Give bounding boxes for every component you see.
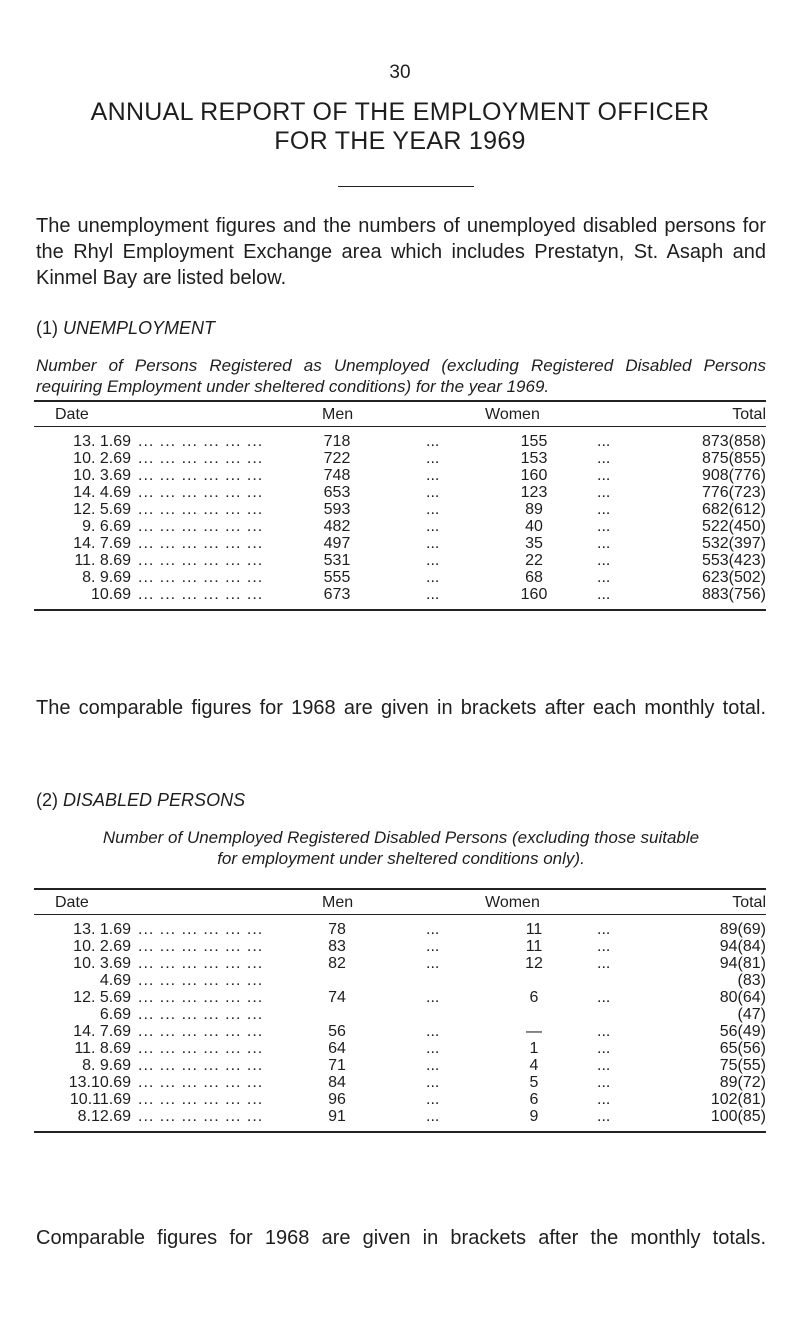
leader-dots: ... (597, 1040, 611, 1057)
table-row (34, 552, 766, 569)
column-header-total: Total (732, 406, 766, 423)
leader-dots: ... (426, 1091, 440, 1108)
column-header-men: Men (322, 406, 354, 423)
leader-dots: ... (597, 1074, 611, 1091)
cell-total: (47) (737, 1006, 766, 1023)
table-row (34, 1023, 766, 1040)
table-row (34, 1091, 766, 1108)
cell-men: 482 (323, 518, 351, 535)
leader-dots: ... (597, 586, 611, 603)
leader-dots: ... (426, 1108, 440, 1125)
table-row (34, 484, 766, 501)
leader-dots: ... (597, 1023, 611, 1040)
leader-dots: ... ... ... ... ... ... (138, 586, 264, 603)
cell-total: 873(858) (701, 433, 766, 450)
section-2-caption (36, 827, 766, 869)
cell-date: 11. 8.69 (74, 1040, 131, 1057)
cell-date: 14. 4.69 (73, 484, 131, 501)
leader-dots: ... (426, 518, 440, 535)
cell-date: 10.69 (90, 586, 131, 603)
table-row (34, 450, 766, 467)
cell-date: 6.69 (99, 1006, 131, 1023)
cell-women: 22 (525, 552, 543, 569)
cell-total: 553(423) (701, 552, 766, 569)
cell-total: 883(756) (701, 586, 766, 603)
cell-date: 4.69 (99, 972, 131, 989)
table-row (34, 467, 766, 484)
cell-women: 40 (525, 518, 543, 535)
section-2-caption-line-1: Number of Unemployed Registered Disabled Persons (excluding those suitable (102, 828, 700, 847)
section-1-note: The comparable figures for 1968 are given in brackets after each monthly total. (36, 697, 766, 719)
cell-women: 160 (520, 586, 548, 603)
leader-dots: ... (426, 938, 440, 955)
leader-dots: ... (426, 467, 440, 484)
leader-dots: ... (597, 989, 611, 1006)
table-row (34, 501, 766, 518)
cell-men: 531 (323, 552, 351, 569)
leader-dots: ... (426, 921, 440, 938)
leader-dots: ... ... ... ... ... ... (138, 1023, 264, 1040)
leader-dots: ... (597, 501, 611, 518)
table-row (34, 1040, 766, 1057)
leader-dots: ... ... ... ... ... ... (138, 972, 264, 989)
cell-women: 4 (529, 1057, 539, 1074)
cell-men: 555 (323, 569, 351, 586)
cell-men: 64 (328, 1040, 346, 1057)
leader-dots: ... (426, 484, 440, 501)
leader-dots: ... (597, 1091, 611, 1108)
cell-women: — (526, 1023, 542, 1040)
leader-dots: ... ... ... ... ... ... (138, 552, 264, 569)
section-2-note: Comparable figures for 1968 are given in brackets after the monthly totals. (36, 1227, 766, 1249)
leader-dots: ... ... ... ... ... ... (138, 484, 264, 501)
leader-dots: ... (426, 433, 440, 450)
cell-women: 160 (520, 467, 548, 484)
table-row (34, 972, 766, 989)
leader-dots: ... (426, 1057, 440, 1074)
cell-men: 748 (323, 467, 351, 484)
leader-dots: ... (597, 955, 611, 972)
table-header (34, 402, 766, 426)
leader-dots: ... (597, 467, 611, 484)
cell-men: 83 (328, 938, 346, 955)
cell-women: 11 (525, 938, 543, 955)
cell-women: 68 (525, 569, 543, 586)
table-row (34, 518, 766, 535)
leader-dots: ... ... ... ... ... ... (138, 955, 264, 972)
table-row (34, 1074, 766, 1091)
column-header-women: Women (485, 894, 540, 911)
table-bottom-rule (34, 1131, 766, 1133)
leader-dots: ... (597, 921, 611, 938)
table-row (34, 921, 766, 938)
cell-total: 102(81) (710, 1091, 766, 1108)
leader-dots: ... ... ... ... ... ... (138, 1091, 264, 1108)
cell-women: 89 (525, 501, 543, 518)
cell-total: 65(56) (719, 1040, 766, 1057)
section-1-heading (36, 318, 215, 339)
page-title (0, 98, 800, 156)
leader-dots: ... (597, 569, 611, 586)
leader-dots: ... ... ... ... ... ... (138, 1074, 264, 1091)
leader-dots: ... (426, 1023, 440, 1040)
cell-total: 776(723) (701, 484, 766, 501)
section-1-caption: Number of Persons Registered as Unemployed (excluding Registered Disabled Persons requiring Employment under sheltered conditions) for the year 1969. (36, 356, 766, 396)
leader-dots: ... (597, 535, 611, 552)
title-underline (338, 186, 474, 187)
cell-date: 13.10.69 (68, 1074, 131, 1091)
cell-women: 11 (525, 921, 543, 938)
leader-dots: ... (597, 450, 611, 467)
cell-women: 1 (529, 1040, 539, 1057)
cell-date: 13. 1.69 (73, 433, 131, 450)
cell-total: (83) (737, 972, 766, 989)
cell-date: 8. 9.69 (82, 569, 131, 586)
table-row (34, 1108, 766, 1125)
page-number: 30 (389, 62, 411, 83)
table-row (34, 433, 766, 450)
leader-dots: ... ... ... ... ... ... (138, 1006, 264, 1023)
table-header (34, 890, 766, 914)
cell-women: 6 (529, 989, 539, 1006)
table-row (34, 535, 766, 552)
cell-total: 908(776) (701, 467, 766, 484)
leader-dots: ... ... ... ... ... ... (138, 1057, 264, 1074)
column-header-date: Date (55, 894, 89, 911)
leader-dots: ... (426, 989, 440, 1006)
leader-dots: ... (426, 569, 440, 586)
column-header-date: Date (55, 406, 89, 423)
title-line-2: FOR THE YEAR 1969 (274, 127, 526, 155)
cell-men: 718 (323, 433, 351, 450)
cell-men: 497 (323, 535, 351, 552)
cell-men: 71 (328, 1057, 346, 1074)
section-1-number: (1) (36, 318, 58, 338)
cell-date: 14. 7.69 (73, 535, 131, 552)
table-row (34, 1057, 766, 1074)
cell-date: 12. 5.69 (73, 501, 131, 518)
cell-date: 10. 3.69 (73, 955, 131, 972)
cell-women: 155 (520, 433, 548, 450)
section-2-heading (36, 790, 245, 811)
cell-date: 10. 3.69 (73, 467, 131, 484)
leader-dots: ... (597, 1057, 611, 1074)
leader-dots: ... (426, 535, 440, 552)
cell-men: 96 (328, 1091, 346, 1108)
cell-men: 673 (323, 586, 351, 603)
cell-total: 94(81) (719, 955, 766, 972)
cell-date: 8. 9.69 (82, 1057, 131, 1074)
leader-dots: ... ... ... ... ... ... (138, 569, 264, 586)
intro-paragraph: The unemployment figures and the numbers of unemployed disabled persons for the Rhyl Employment Exchange area which includes Prestatyn, St. Asaph and Kinmel Bay are listed below. (36, 215, 766, 289)
leader-dots: ... ... ... ... ... ... (138, 467, 264, 484)
title-line-1: ANNUAL REPORT OF THE EMPLOYMENT OFFICER (90, 98, 710, 126)
cell-date: 10.11.69 (69, 1091, 131, 1108)
cell-women: 123 (520, 484, 548, 501)
cell-men: 56 (328, 1023, 346, 1040)
leader-dots: ... (597, 938, 611, 955)
cell-total: 94(84) (719, 938, 766, 955)
cell-date: 11. 8.69 (74, 552, 131, 569)
leader-dots: ... (426, 501, 440, 518)
cell-women: 5 (529, 1074, 539, 1091)
leader-dots: ... (426, 955, 440, 972)
leader-dots: ... (426, 552, 440, 569)
cell-total: 522(450) (701, 518, 766, 535)
table-row (34, 1006, 766, 1023)
cell-total: 89(72) (719, 1074, 766, 1091)
leader-dots: ... (597, 433, 611, 450)
cell-total: 532(397) (701, 535, 766, 552)
leader-dots: ... (597, 484, 611, 501)
cell-date: 8.12.69 (77, 1108, 131, 1125)
table-bottom-rule (34, 609, 766, 611)
section-2-number: (2) (36, 790, 58, 810)
table-row (34, 989, 766, 1006)
cell-men: 653 (323, 484, 351, 501)
table-row (34, 938, 766, 955)
leader-dots: ... ... ... ... ... ... (138, 501, 264, 518)
cell-date: 14. 7.69 (73, 1023, 131, 1040)
leader-dots: ... ... ... ... ... ... (138, 1108, 264, 1125)
cell-women: 35 (525, 535, 543, 552)
table-row (34, 569, 766, 586)
leader-dots: ... ... ... ... ... ... (138, 1040, 264, 1057)
leader-dots: ... (426, 450, 440, 467)
table-body (34, 915, 766, 1131)
leader-dots: ... ... ... ... ... ... (138, 938, 264, 955)
cell-men: 78 (328, 921, 346, 938)
leader-dots: ... ... ... ... ... ... (138, 921, 264, 938)
cell-women: 6 (529, 1091, 539, 1108)
cell-men: 82 (328, 955, 346, 972)
leader-dots: ... (426, 586, 440, 603)
leader-dots: ... (597, 552, 611, 569)
column-header-total: Total (732, 894, 766, 911)
leader-dots: ... ... ... ... ... ... (138, 989, 264, 1006)
leader-dots: ... ... ... ... ... ... (138, 433, 264, 450)
leader-dots: ... (426, 1074, 440, 1091)
table-row (34, 586, 766, 603)
cell-date: 10. 2.69 (73, 450, 131, 467)
cell-total: 89(69) (719, 921, 766, 938)
cell-men: 84 (328, 1074, 346, 1091)
leader-dots: ... ... ... ... ... ... (138, 518, 264, 535)
column-header-women: Women (485, 406, 540, 423)
cell-men: 722 (323, 450, 351, 467)
cell-total: 56(49) (719, 1023, 766, 1040)
cell-total: 75(55) (719, 1057, 766, 1074)
column-header-men: Men (322, 894, 354, 911)
cell-total: 100(85) (710, 1108, 766, 1125)
cell-women: 153 (520, 450, 548, 467)
cell-women: 12 (525, 955, 543, 972)
cell-women: 9 (529, 1108, 539, 1125)
leader-dots: ... (597, 518, 611, 535)
leader-dots: ... (597, 1108, 611, 1125)
cell-total: 623(502) (701, 569, 766, 586)
unemployment-table (34, 400, 766, 611)
cell-total: 682(612) (701, 501, 766, 518)
section-2-caption-line-2: for employment under sheltered conditions only). (217, 849, 585, 868)
cell-date: 9. 6.69 (82, 518, 131, 535)
cell-date: 10. 2.69 (73, 938, 131, 955)
cell-total: 875(855) (701, 450, 766, 467)
section-1-title: UNEMPLOYMENT (63, 318, 216, 338)
cell-men: 91 (328, 1108, 346, 1125)
cell-men: 74 (328, 989, 346, 1006)
section-2-title: DISABLED PERSONS (63, 790, 246, 810)
leader-dots: ... (426, 1040, 440, 1057)
cell-date: 12. 5.69 (73, 989, 131, 1006)
disabled-persons-table (34, 888, 766, 1133)
cell-men: 593 (323, 501, 351, 518)
table-row (34, 955, 766, 972)
cell-date: 13. 1.69 (73, 921, 131, 938)
leader-dots: ... ... ... ... ... ... (138, 535, 264, 552)
cell-total: 80(64) (719, 989, 766, 1006)
leader-dots: ... ... ... ... ... ... (138, 450, 264, 467)
table-body (34, 427, 766, 609)
